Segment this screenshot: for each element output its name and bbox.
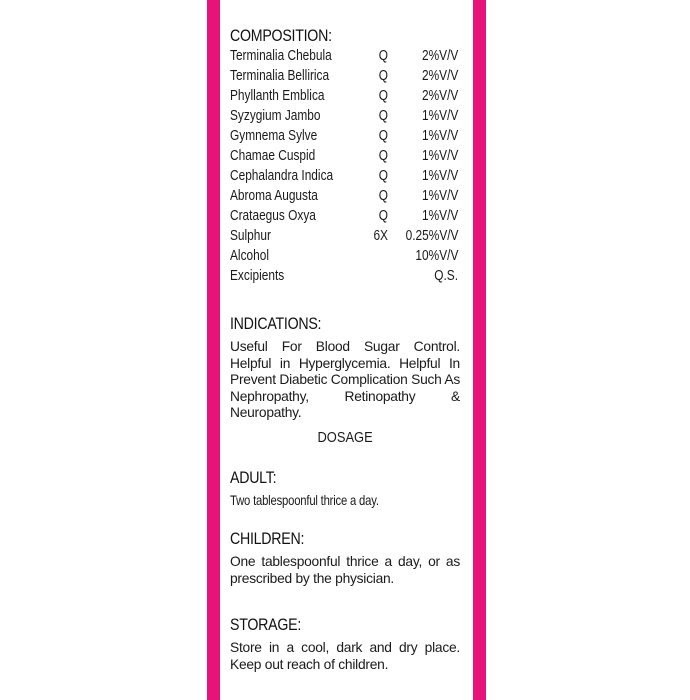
adult-text: Two tablespoonful thrice a day. <box>230 493 379 508</box>
ingredient-name: Phyllanth Emblica <box>230 88 325 104</box>
ingredient-amount: 2%V/V <box>421 68 458 84</box>
ingredient-amount: 1%V/V <box>421 168 458 184</box>
ingredient-name: Terminalia Bellirica <box>230 68 330 84</box>
ingredient-potency: Q <box>378 208 388 224</box>
ingredient-name: Sulphur <box>230 228 271 244</box>
ingredient-amount: Q.S. <box>434 268 458 284</box>
ingredient-amount: 10%V/V <box>415 248 458 264</box>
ingredient-name: Syzygium Jambo <box>230 108 321 124</box>
ingredient-name: Terminalia Chebula <box>230 48 332 64</box>
composition-row <box>230 107 460 125</box>
ingredient-potency: Q <box>378 108 388 124</box>
ingredient-potency: Q <box>378 168 388 184</box>
indications-text: Useful For Blood Sugar Control. Helpful in Hyperglycemia. Helpful In Prevent Diabetic Complication Such As Nephropathy, Retinopathy & Neuropathy. <box>230 339 461 421</box>
composition-row <box>230 247 460 265</box>
ingredient-amount: 2%V/V <box>421 88 458 104</box>
composition-row <box>230 67 460 85</box>
ingredient-name: Excipients <box>230 268 285 284</box>
ingredient-name: Chamae Cuspid <box>230 148 316 164</box>
ingredient-name: Gymnema Sylve <box>230 128 318 144</box>
composition-row <box>230 267 460 285</box>
ingredient-name: Crataegus Oxya <box>230 208 316 224</box>
ingredient-potency: Q <box>378 88 388 104</box>
ingredient-amount: 1%V/V <box>421 148 458 164</box>
ingredient-potency: Q <box>378 148 388 164</box>
indications-heading: INDICATIONS: <box>230 315 322 333</box>
composition-row <box>230 47 460 65</box>
ingredient-name: Cephalandra Indica <box>230 168 334 184</box>
storage-heading: STORAGE: <box>230 616 302 634</box>
composition-row <box>230 87 460 105</box>
ingredient-potency: Q <box>378 128 388 144</box>
ingredient-potency: Q <box>378 188 388 204</box>
children-text: One tablespoonful thrice a day, or as prescribed by the physician. <box>230 554 460 586</box>
children-heading: CHILDREN: <box>230 530 305 548</box>
composition-row <box>230 227 460 245</box>
composition-row <box>230 127 460 145</box>
ingredient-potency: Q <box>378 48 388 64</box>
storage-text: Store in a cool, dark and dry place. Keep out reach of children. <box>230 640 460 672</box>
ingredient-name: Alcohol <box>230 248 270 264</box>
ingredient-amount: 1%V/V <box>421 188 458 204</box>
ingredient-amount: 1%V/V <box>421 108 458 124</box>
composition-row <box>230 207 460 225</box>
ingredient-amount: 0.25%V/V <box>405 228 458 244</box>
ingredient-amount: 1%V/V <box>421 128 458 144</box>
adult-heading: ADULT: <box>230 469 277 487</box>
composition-row <box>230 187 460 205</box>
composition-heading: COMPOSITION: <box>230 27 332 45</box>
ingredient-potency: 6X <box>373 228 388 244</box>
ingredient-name: Abroma Augusta <box>230 188 318 204</box>
ingredient-amount: 2%V/V <box>421 48 458 64</box>
dosage-heading: DOSAGE <box>317 429 373 446</box>
ingredient-amount: 1%V/V <box>421 208 458 224</box>
ingredient-potency: Q <box>378 68 388 84</box>
composition-row <box>230 147 460 165</box>
composition-row <box>230 167 460 185</box>
